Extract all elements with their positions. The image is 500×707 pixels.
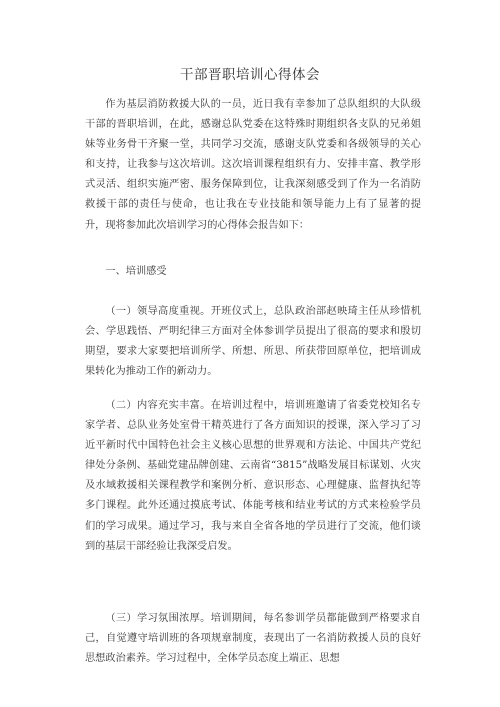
paragraph-learning-atmosphere: （三）学习氛围浓厚。培训期间，每名参训学员都能做到严格要求自己，自觉遵守培训班的各项规章制度，表现出了一名消防救援人员的良好思想政治素养。学习过程中，全体学员态度上端正、思想 [85, 613, 421, 665]
document-title: 干部晋职培训心得体会 [180, 67, 320, 83]
intro-paragraph: 作为基层消防救援大队的一员，近日我有幸参加了总队组织的大队级干部的晋职培训，在此，感谢总队党委在这特殊时期组织各支队的兄弟姐妹等业务骨干齐聚一堂，共同学习交流，感谢支队党委和各级领导的关心和支持，让我参与这次培训。这次培训课程组织有力、安排丰富、教学形式灵活、组织实施严密、服务保障到位，让我深刻感受到了作为一名消防救援干部的责任与使命，也让我在专业技能和领导能力上有了显著的提升，现将参加此次培训学习的心得体会报告如下： [85, 99, 421, 231]
section-heading-training-impressions: 一、培训感受 [105, 266, 167, 277]
paragraph-leadership-attention: （一）领导高度重视。开班仪式上，总队政治部赵映琦主任从珍惜机会、学思践悟、严明纪律三方面对全体参训学员提出了很高的要求和殷切期望，要求大家要把培训所学、所想、所思、所获带回原单位，把培训成果转化为推动工作的新动力。 [85, 306, 421, 378]
paragraph-rich-content: （二）内容充实丰富。在培训过程中，培训班邀请了省委党校知名专家学者、总队业务处室骨干精英进行了各方面知识的授课，深入学习了习近平新时代中国特色社会主义核心思想的世界观和方法论、中国共产党纪律处分条例、基础党建品牌创建、云南省“3815”战略发展目标谋划、火灾及水域救援相关课程教学和案例分析、意识形态、心理健康、监督执纪等多门课程。此外还通过摸底考试、体能考核和结业考试的方式来检验学员们的学习成果。通过学习，我与来自全省各地的学员进行了交流，他们谈到的基层干部经验让我深受启发。 [85, 400, 421, 552]
